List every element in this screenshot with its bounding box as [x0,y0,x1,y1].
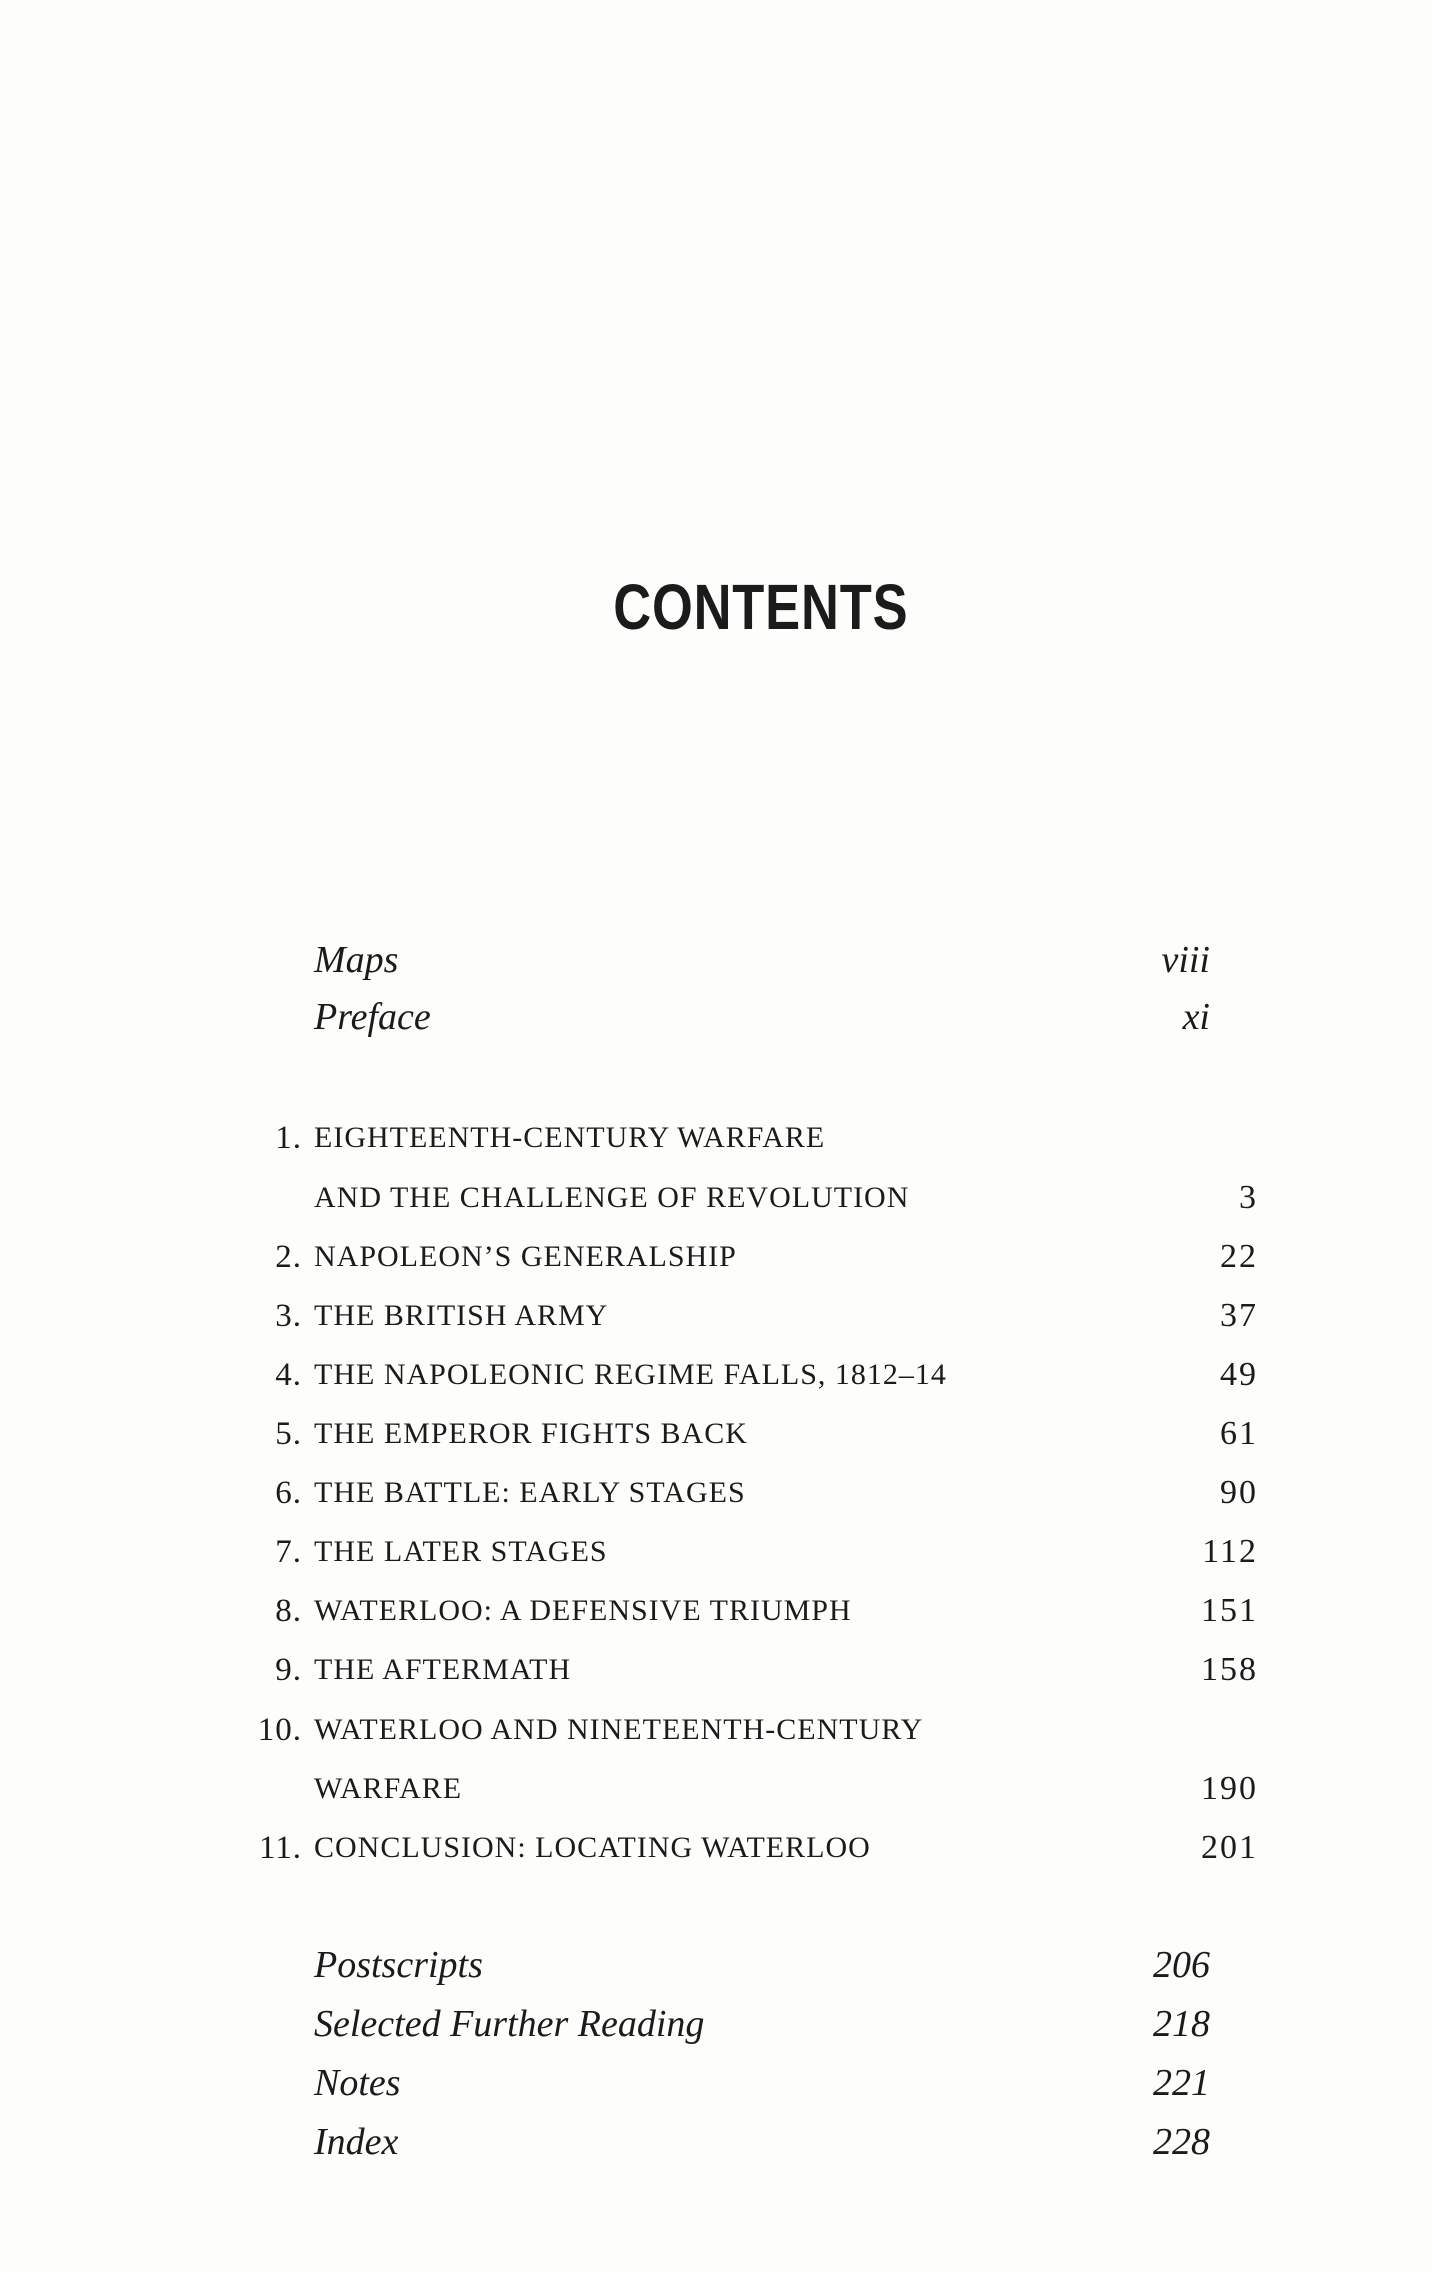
chapter-title: CONCLUSION: LOCATING WATERLOO [314,1831,871,1864]
chapter-title: NAPOLEON’S GENERALSHIP [314,1240,737,1273]
chapter-6-entry[interactable] [220,1463,1258,1523]
chapter-title: WATERLOO AND NINETEENTH-CENTURY [314,1713,924,1746]
entry-label: Maps [314,939,399,981]
chapter-10-entry[interactable] [220,1700,1258,1760]
page-number: 151 [1201,1592,1258,1629]
page-number: 90 [1220,1474,1258,1511]
chapter-number: 4. [275,1357,302,1393]
chapter-number: 6. [275,1475,302,1511]
front-matter-item-preface[interactable] [314,987,1210,1047]
chapter-7-entry[interactable] [220,1522,1258,1582]
entry-label: Index [314,2121,399,2163]
chapter-title: THE BRITISH ARMY [314,1299,609,1332]
chapter-title-continued: WARFARE [314,1772,463,1805]
chapter-8-entry[interactable] [220,1581,1258,1641]
page-number: 3 [1239,1179,1258,1216]
page-number: 49 [1220,1356,1258,1393]
page-number: 61 [1220,1415,1258,1452]
chapter-title: THE AFTERMATH [314,1653,572,1686]
chapter-1-entry[interactable] [220,1108,1258,1168]
page-number: 112 [1202,1533,1258,1570]
back-matter-item-notes[interactable] [314,2053,1210,2113]
front-matter-item-maps[interactable] [314,930,1210,990]
chapter-title: THE NAPOLEONIC REGIME FALLS, 1812–14 [314,1358,947,1391]
page-number: 221 [1153,2062,1210,2104]
chapter-10-entry-continued[interactable] [220,1759,1258,1819]
page-number: viii [1161,939,1210,981]
entry-label: Preface [314,996,431,1038]
page-number: 22 [1220,1238,1258,1275]
chapter-number: 1. [275,1120,302,1156]
chapter-9-entry[interactable] [220,1640,1258,1700]
entry-label: Postscripts [314,1944,483,1986]
page-number: 206 [1153,1944,1210,1986]
chapter-4-entry[interactable] [220,1345,1258,1405]
chapter-1-entry-continued[interactable] [220,1168,1258,1228]
page-title: CONTENTS [613,571,909,643]
chapter-number: 2. [275,1239,302,1275]
page-number: 37 [1220,1297,1258,1334]
back-matter-item-further-reading[interactable] [314,1994,1210,2054]
chapter-title: WATERLOO: A DEFENSIVE TRIUMPH [314,1594,852,1627]
chapter-title: THE EMPEROR FIGHTS BACK [314,1417,748,1450]
chapter-3-entry[interactable] [220,1286,1258,1346]
back-matter-item-index[interactable] [314,2112,1210,2172]
chapter-number: 3. [275,1298,302,1334]
chapter-number: 8. [275,1593,302,1629]
page-number: xi [1182,996,1210,1038]
chapter-2-entry[interactable] [220,1227,1258,1287]
page-number: 190 [1201,1770,1258,1807]
chapter-11-entry[interactable] [220,1818,1258,1878]
page-number: 201 [1201,1829,1258,1866]
chapter-title-continued: AND THE CHALLENGE OF REVOLUTION [314,1181,910,1214]
chapter-number: 10. [257,1712,302,1748]
page-number: 158 [1201,1651,1258,1688]
chapter-number: 11. [258,1830,302,1866]
chapter-title: THE LATER STAGES [314,1535,608,1568]
back-matter-item-postscripts[interactable] [314,1935,1210,1995]
chapter-number: 9. [275,1652,302,1688]
chapter-5-entry[interactable] [220,1404,1258,1464]
chapter-number: 5. [275,1416,302,1452]
entry-label: Notes [314,2062,401,2104]
chapter-title: THE BATTLE: EARLY STAGES [314,1476,746,1509]
page-number: 228 [1153,2121,1210,2163]
chapter-title: EIGHTEENTH-CENTURY WARFARE [314,1121,826,1154]
entry-label: Selected Further Reading [314,2003,705,2045]
chapter-number: 7. [275,1534,302,1570]
page-number: 218 [1153,2003,1210,2045]
